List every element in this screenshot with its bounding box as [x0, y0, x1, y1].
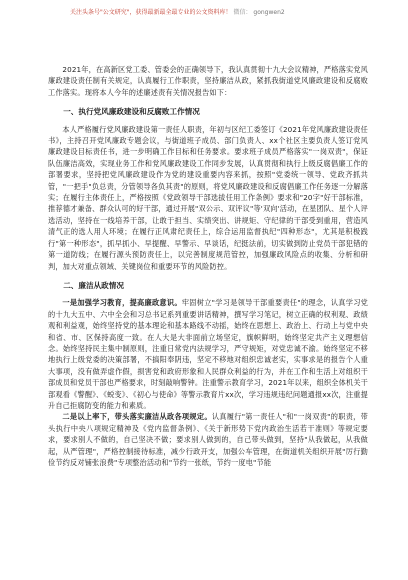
section-1-heading: 一、执行党风廉政建设和反腐败工作情况: [63, 107, 200, 117]
section-1-paragraph: 本人严格履行党风廉政建设第一责任人职责，年初与区纪工委签订《2021年党风廉政建设责任书》，主持召开党风廉政专题会议，与街道班子成员、部门负责人、xx个社区主要负责人签订党风廉政建设目标责任书，进一步明确工作目标和任务要求。要求班子成员严格落实"一岗双责"，保证队伍廉洁高效，实现业务工作和党风廉政建设工作同步发展，认真贯彻和执行上级反腐倡廉工作的部署要求，坚持把党风廉政建设作为党的建设重要内容来抓，按照"党委统一领导、党政齐抓共管，"一把手"负总责，分管领导各负其责"的原则，将党风廉政建设和反腐倡廉工作任务逐一分解落实；在履行主体责任上，严格按照《党政领导干部选拔任用工作条例》要求和"20字"好干部标准，推荐德才兼备、群众认可的好干部，通过开展"双公示、双评议"等'双向'活动，在星团队、星个人评选活动，坚持在一线培养干部，让敢于担当、实绩突出、讲规矩、守纪律的干部受到重用，营造风清气正的选人用人环境；在履行正风肃纪责任上，综合运用监督执纪"四种形态"，尤其是积极践行"第一种形态"，抓早抓小、早提醒、早警示、早谈话，纪挺法前，切实做到防止党员干部犯错的第一道防线；在履行源头预防责任上，以完善制度规范管控，加强廉政风险点的收集、分析和研判，加大对重点领域、关键岗位和重要环节的风险防控。: [48, 124, 368, 271]
section-2-p2-lead: 二是以上率下，带头落实廉洁从政各项规定。: [62, 412, 212, 422]
section-2-p1-body: 牢固树立"学习是领导干部重要责任"的理念，认真学习党的十九大五中、六中全会和习总书记系列重要讲话精神，撰写学习笔记，树立正确的权利观、政绩观和利益观，始终坚持党的基本理论和基本路线不动摇，始终在思想上、政治上、行动上与党中央和省、市、区保持高度一致。在人大是大非面前立场坚定，旗帜鲜明，始终坚定共产主义理想信念。始终坚持民主集中制原则，注重日常党内法规学习，严守规矩，对党忠诚不渝。始终坚定不移地执行上级党委的决策部署，不搞阳奉阴违，坚定不移地对组织忠诚老实，实事求是的报告个人重大事项，没有做弄虚作假，损害党和政府形象和人民群众利益的行为，并在工作和生活上对组织干部成员和党员干部也严格要求，时刻敲响警钟。注重警示教育学习，2021年以来，组织全体机关干部观看《警醒》、《蜕变》、《初心与使命》等警示教育片xx次，学习违规违纪问题通报xx次，注重提升自己拒腐防变的能力和素质。: [48, 298, 369, 410]
banner-text: 关注头条号"公文研究"，获得最新最全最专业的公文资料库！: [70, 9, 232, 16]
promo-banner: [70, 6, 390, 20]
section-2-paragraph-2: [48, 411, 368, 468]
banner-wechat-id: gongwen2: [253, 9, 285, 16]
section-2-paragraph-1: [48, 297, 368, 411]
intro-paragraph: 2021年，在高新区党工委、管委会的正确领导下，我认真贯彻十九大会议精神，严格落实党风廉政建设责任制有关规定，认真履行工作职责，坚持廉洁从政，紧抓我街道党风廉政建设和反腐败工作落实。现将本人今年的述廉述责有关情况报告如下：: [48, 65, 368, 97]
document-body: [48, 64, 368, 468]
section-2-p1-lead: 一是加强学习教育，提高廉政意识。: [62, 298, 182, 308]
banner-wechat-label: 微信：: [233, 9, 252, 16]
section-2-p2-body: 认真履行"第一责任人"和"一岗双责"的职责，带头执行中央八项规定精神及《党内监督条例》、《关于新形势下党内政治生活若干准则》等规定要求，要求别人不做的，自己坚决不做；要求别人做到的，自己带头做到，坚持"从我做起，从我做起，从严管理"，严格控制接待标准，减少行政开支，加强公车管理，在街道机关组织开展"厉行勤俭节约反对铺张浪费"专项整治活动和"节约一张纸，节约一度电"节能: [48, 412, 368, 467]
section-2-heading: 二、廉洁从政情况: [63, 280, 124, 290]
